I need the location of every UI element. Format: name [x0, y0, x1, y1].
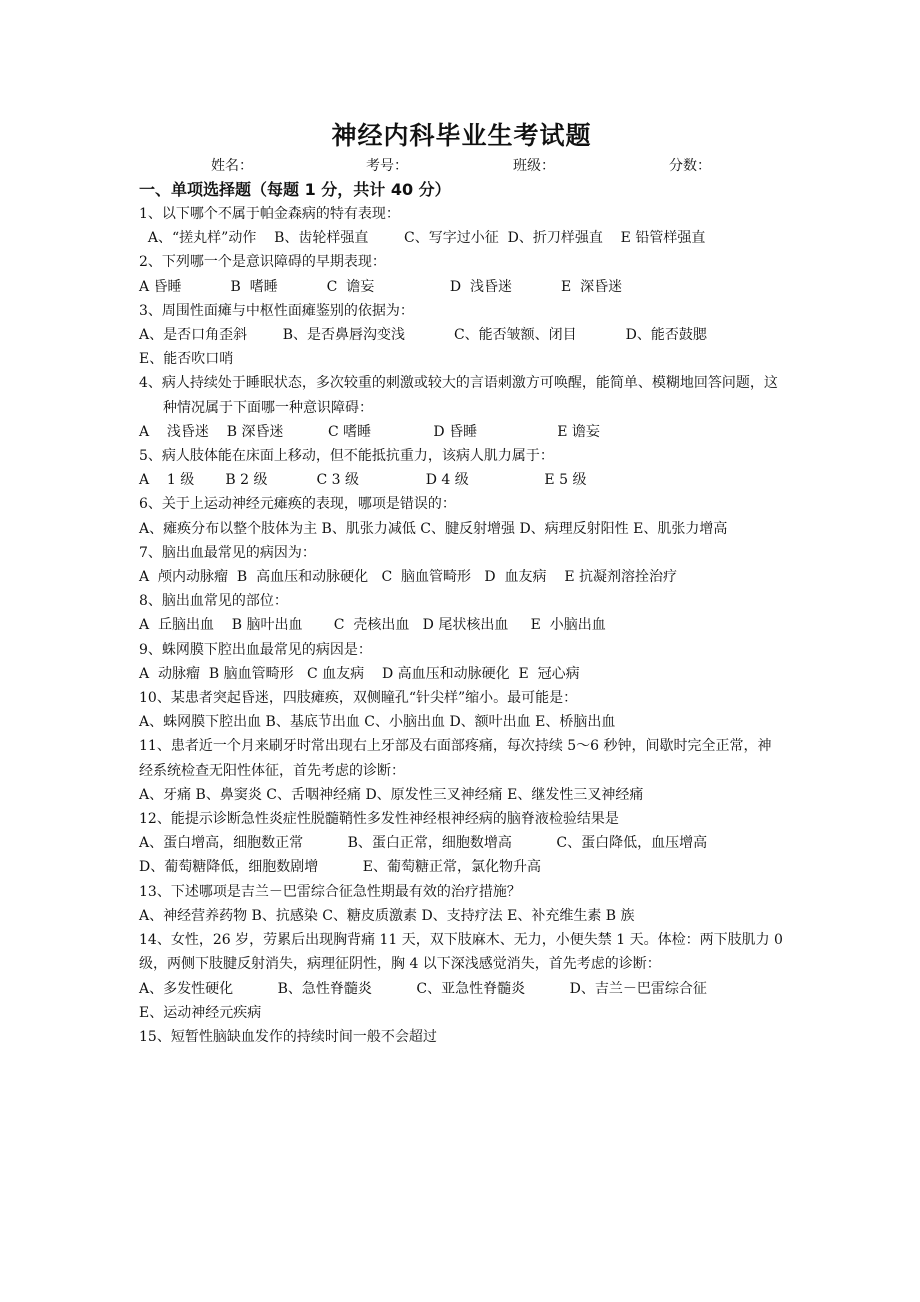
question-stem: 7、脑出血最常见的病因为： [139, 544, 316, 561]
question [139, 1025, 784, 1049]
question-stem: 5、病人肢体能在床面上移动，但不能抵抗重力，该病人肌力属于： [139, 448, 554, 465]
question-options: A、瘫痪分布以整个肢体为主 B、肌张力减低 C、腱反射增强 D、病理反射阳性 E、肌张力增高 [139, 520, 728, 537]
question-options: A、多发性硬化 B、急性脊髓炎 C、亚急性脊髓炎 D、吉兰－巴雷综合征 [139, 980, 707, 997]
question-stem: 4、病人持续处于睡眠状态，多次较重的刺激或较大的言语刺激方可唤醒，能简单、模糊地回答问题，这种情况属于下面哪一种意识障碍： [139, 375, 778, 416]
question-options: A 颅内动脉瘤 B 高血压和动脉硬化 C 脑血管畸形 D 血友病 E 抗凝剂溶拴治疗 [139, 569, 678, 586]
question [139, 880, 784, 928]
question-stem: 15、短暂性脑缺血发作的持续时间一般不会超过 [139, 1028, 437, 1045]
question-options: A、蛛网膜下腔出血 B、基底节出血 C、小脑出血 D、额叶出血 E、桥脑出血 [139, 714, 616, 731]
question-stem: 6、关于上运动神经元瘫痪的表现，哪项是错误的： [139, 496, 456, 513]
question-stem: 9、蛛网膜下腔出血最常见的病因是： [139, 641, 372, 658]
class-label: 班级： [513, 158, 555, 174]
question-stem: 3、周围性面瘫与中枢性面瘫鉴别的依据为： [139, 302, 414, 319]
question-stem: 1、以下哪个不属于帕金森病的特有表现： [139, 206, 400, 222]
question-options: A、是否口角歪斜 B、是否鼻唇沟变浅 C、能否皱额、闭目 D、能否鼓腮 [139, 327, 707, 344]
question-options: A 动脉瘤 B 脑血管畸形 C 血友病 D 高血压和动脉硬化 E 冠心病 [139, 665, 580, 682]
question-stem: 8、脑出血常见的部位： [139, 593, 288, 610]
question-stem: 2、下列哪一个是意识障碍的早期表现： [139, 254, 386, 271]
question-options: A 丘脑出血 B 脑叶出血 C 壳核出血 D 尾状核出血 E 小脑出血 [139, 617, 606, 634]
score-label: 分数： [669, 158, 711, 174]
question-options: A 1 级 B 2 级 C 3 级 D 4 级 E 5 级 [139, 472, 587, 489]
question [139, 541, 784, 589]
question-stem: 11、患者近一个月来刷牙时常出现右上牙部及右面部疼痛，每次持续 5～6 秒钟，间歇时完全正常，神经系统检查无阳性体征，首先考虑的诊断： [139, 738, 772, 779]
question [139, 202, 784, 250]
question-options: E、能否吹口哨 [139, 351, 234, 368]
question-stem: 10、某患者突起昏迷，四肢瘫痪，双侧瞳孔“针尖样”缩小。最可能是： [139, 690, 578, 707]
question-stem: 12、能提示诊断急性炎症性脱髓鞘性多发性神经根神经病的脑脊液检验结果是 [139, 811, 619, 828]
question [139, 734, 784, 807]
question-options: E、运动神经元疾病 [139, 1004, 262, 1021]
question-options: A、蛋白增高，细胞数正常 B、蛋白正常，细胞数增高 C、蛋白降低，血压增高 [139, 835, 708, 852]
question-list [139, 202, 784, 1049]
page-title: 神经内科毕业生考试题 [331, 121, 592, 150]
question-options: A 昏睡 B 嗜睡 C 谵妄 D 浅昏迷 E 深昏迷 [139, 278, 623, 295]
question-stem: 13、下述哪项是吉兰－巴雷综合征急性期最有效的治疗措施？ [139, 883, 521, 900]
question [139, 686, 784, 734]
question [139, 371, 784, 444]
question [139, 589, 784, 637]
exam-number-label: 考号： [366, 158, 408, 174]
question [139, 807, 784, 880]
question [139, 299, 784, 372]
question-options: A、神经营养药物 B、抗感染 C、糖皮质激素 D、支持疗法 E、补充维生素 B 族 [139, 907, 635, 924]
section-heading: 一、单项选择题（每题 1 分，共计 40 分） [139, 180, 451, 199]
question [139, 250, 784, 298]
question-stem: 14、女性，26 岁，劳累后出现胸背痛 11 天，双下肢麻木、无力，小便失禁 1 天。体检：两下肢肌力 0 级，两侧下肢腱反射消失，病理征阴性，胸 4 以下深浅感觉消失，首先考虑的诊断： [139, 932, 783, 973]
question [139, 444, 784, 492]
question-options: D、葡萄糖降低，细胞数剧增 E、葡萄糖正常，氯化物升高 [139, 859, 541, 876]
student-info-row [139, 154, 784, 178]
question [139, 928, 784, 1025]
question [139, 492, 784, 540]
question-options: A、“搓丸样”动作 B、齿轮样强直 C、写字过小征 D、折刀样强直 E 铅管样强直 [139, 230, 706, 247]
question [139, 638, 784, 686]
question-options: A 浅昏迷 B 深昏迷 C 嗜睡 D 昏睡 E 谵妄 [139, 423, 600, 440]
name-label: 姓名： [211, 158, 253, 174]
question-options: A、牙痛 B、鼻窦炎 C、舌咽神经痛 D、原发性三叉神经痛 E、继发性三叉神经痛 [139, 786, 644, 803]
